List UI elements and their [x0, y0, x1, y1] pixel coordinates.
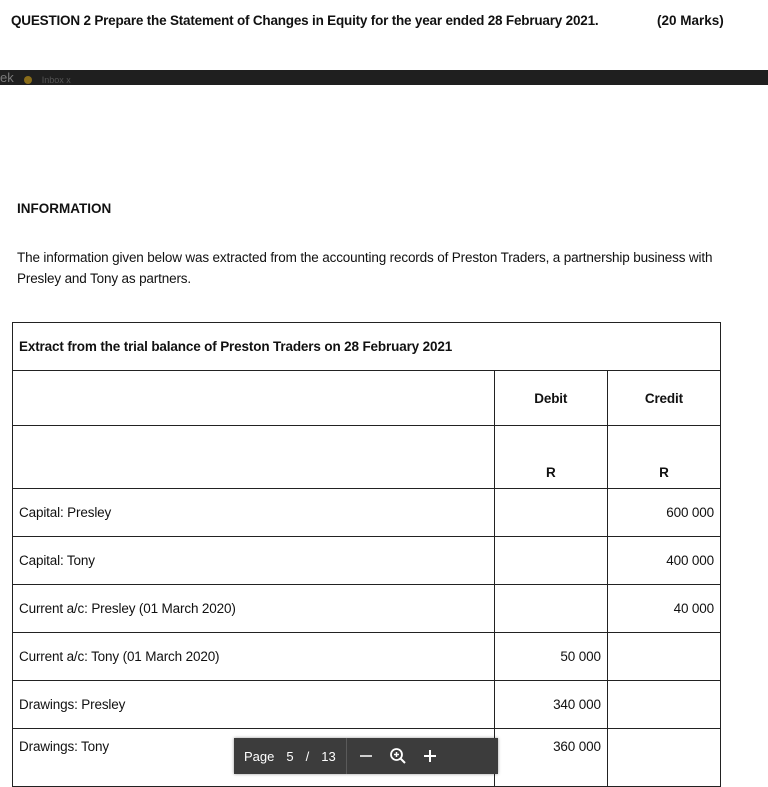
row-credit: 40 000 [607, 585, 720, 633]
table-header-row [13, 371, 721, 426]
row-label: Capital: Presley [13, 489, 495, 537]
table-row [13, 489, 721, 537]
question-marks: (20 Marks) [657, 13, 724, 28]
table-unit-row [13, 426, 721, 489]
unit-credit: R [607, 426, 720, 489]
row-debit [494, 489, 607, 537]
row-credit [607, 681, 720, 729]
fit-page-button[interactable] [385, 743, 411, 769]
information-heading: INFORMATION [17, 201, 112, 216]
row-label: Drawings: Presley [13, 681, 495, 729]
page-indicator [234, 738, 346, 774]
tab-fragment [0, 70, 71, 85]
tab-fragment-text: ek [0, 70, 14, 85]
current-page-input[interactable]: 5 [286, 748, 294, 764]
header-credit: Credit [607, 371, 720, 426]
plus-icon [422, 748, 438, 764]
row-label: Current a/c: Presley (01 March 2020) [13, 585, 495, 633]
zoom-controls [347, 738, 449, 774]
zoom-out-button[interactable] [353, 743, 379, 769]
table-row [13, 681, 721, 729]
question-header [0, 0, 768, 70]
row-debit: 340 000 [494, 681, 607, 729]
table-row [13, 585, 721, 633]
tab-fragment-small-text: Inbox x [41, 75, 71, 85]
total-pages: 13 [321, 748, 336, 764]
page-separator: / [305, 748, 310, 764]
header-debit: Debit [494, 371, 607, 426]
row-credit: 600 000 [607, 489, 720, 537]
unit-debit: R [494, 426, 607, 489]
row-credit: 400 000 [607, 537, 720, 585]
row-credit [607, 633, 720, 681]
zoom-icon [389, 747, 407, 765]
table-title-row [13, 323, 721, 371]
information-paragraph: The information given below was extracted from the accounting records of Preston Traders, a partnership business with Presley and Tony as partners. [17, 250, 713, 286]
row-debit [494, 585, 607, 633]
browser-tab-strip-fragment [0, 70, 768, 85]
pdf-viewer-toolbar [234, 738, 498, 774]
table-row [13, 537, 721, 585]
question-title: QUESTION 2 Prepare the Statement of Changes in Equity for the year ended 28 February 2021. [11, 13, 599, 28]
row-debit: 360 000 [494, 729, 607, 787]
zoom-in-button[interactable] [417, 743, 443, 769]
table-row [13, 633, 721, 681]
table-title: Extract from the trial balance of Preston Traders on 28 February 2021 [13, 323, 721, 371]
row-label: Capital: Tony [13, 537, 495, 585]
header-label-cell [13, 371, 495, 426]
minus-icon [360, 755, 372, 757]
row-label: Drawings: Tony [13, 729, 495, 787]
trial-balance-table [12, 322, 721, 787]
row-credit [607, 729, 720, 787]
row-debit [494, 537, 607, 585]
page-label: Page [244, 748, 275, 764]
row-label: Current a/c: Tony (01 March 2020) [13, 633, 495, 681]
tab-favicon-icon [24, 76, 32, 84]
row-debit: 50 000 [494, 633, 607, 681]
unit-label-cell [13, 426, 495, 489]
